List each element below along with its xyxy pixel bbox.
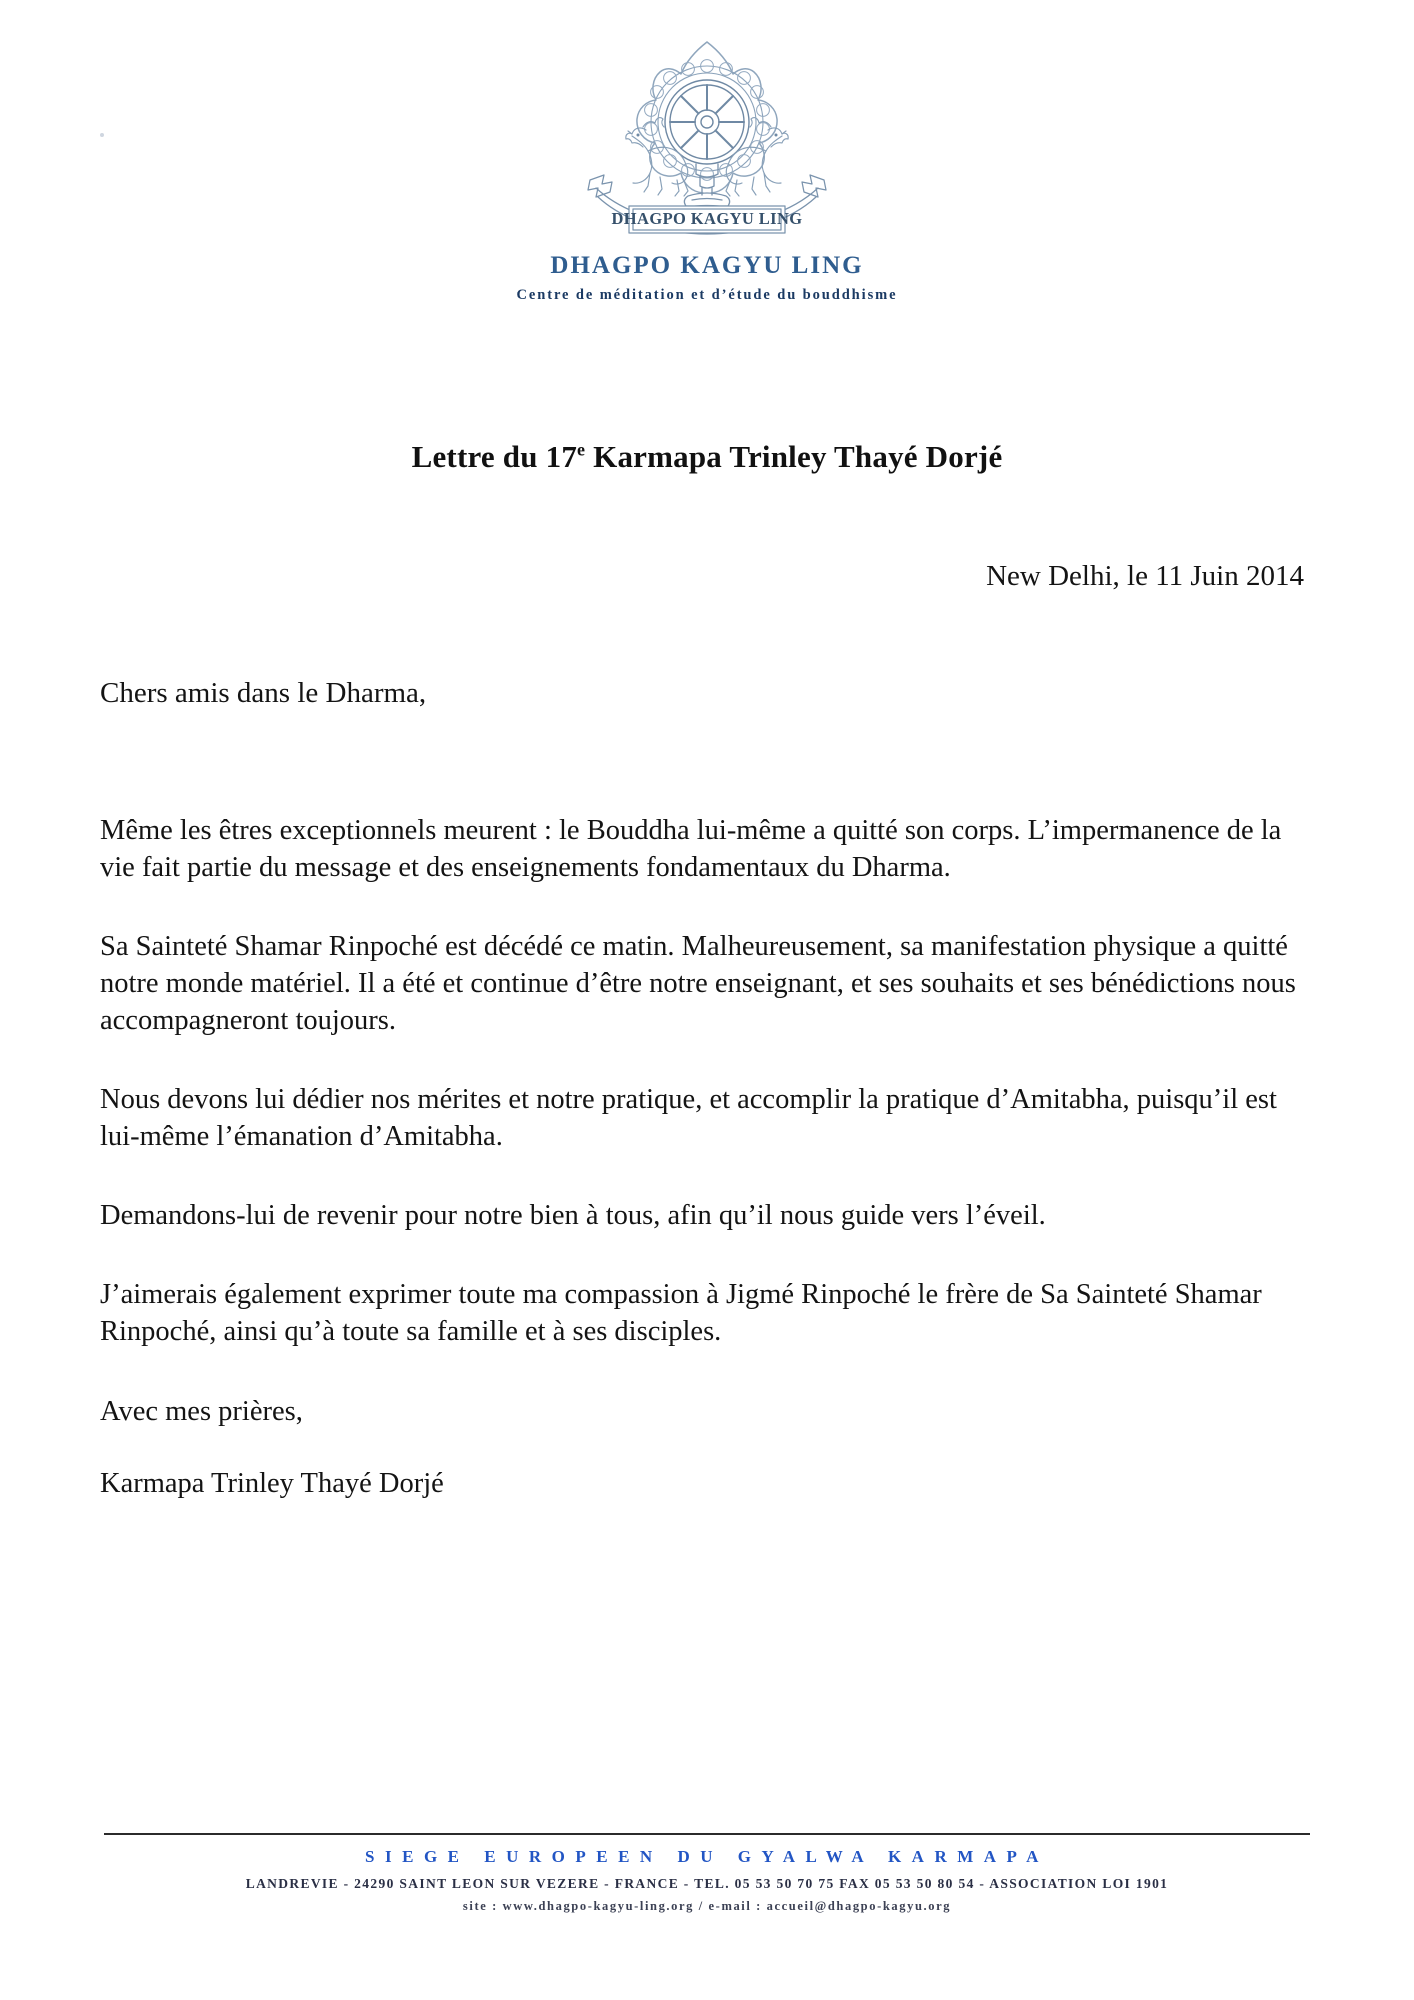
organization-name: DHAGPO KAGYU LING [550,252,864,279]
letter-paragraph: Sa Sainteté Shamar Rinpoché est décédé ce matin. Malheureusement, sa manifestation physique a quitté notre monde matériel. Il a été et continue d’être notre enseignant, et ses souhaits et ses bénédictions nous accompagneront toujours. [100,931,1296,1037]
letterhead [0,34,1414,304]
footer-divider [104,1833,1310,1835]
logo-banner-text: DHAGPO KAGYU LING [611,209,803,228]
page-title-suffix: Karmapa Trinley Thayé Dorjé [585,438,1003,474]
dharma-wheel-deer-emblem-icon [582,34,832,242]
organization-tagline: Centre de méditation et d’étude du bouddhisme [516,286,898,303]
letter-paragraph: Même les êtres exceptionnels meurent : le Bouddha lui-même a quitté son corps. L’impermanence de la vie fait partie du message et des enseignements fondamentaux du Dharma. [100,815,1282,884]
signature-name: Karmapa Trinley Thayé Dorjé [100,1468,444,1500]
page-title [0,439,1414,475]
closing-line: Avec mes prières, [100,1396,303,1428]
footer-headline: SIEGE EUROPEEN DU GYALWA KARMAPA [365,1847,1049,1866]
letter-paragraph: Nous devons lui dédier nos mérites et notre pratique, et accomplir la pratique d’Amitabha, puisqu’il est lui-même l’émanation d’Amitabha. [100,1084,1277,1153]
letter-paragraph: J’aimerais également exprimer toute ma compassion à Jigmé Rinpoché le frère de Sa Sainteté Shamar Rinpoché, ainsi qu’à toute sa famille et à ses disciples. [100,1279,1262,1348]
page-title-prefix: Lettre du 17 [411,438,578,474]
letter-body [100,560,1318,1500]
salutation: Chers amis dans le Dharma, [100,677,427,709]
page-title-ordinal: e [577,439,586,460]
footer-contact: site : www.dhagpo-kagyu-ling.org / e-mail : accueil@dhagpo-kagyu.org [462,1899,952,1913]
dateline: New Delhi, le 11 Juin 2014 [986,560,1304,592]
page-footer [104,1833,1310,1914]
letter-paragraph: Demandons-lui de revenir pour notre bien à tous, afin qu’il nous guide vers l’éveil. [100,1200,1046,1232]
footer-address: LANDREVIE - 24290 SAINT LEON SUR VEZERE - FRANCE - TEL. 05 53 50 70 75 FAX 05 53 50 80 54 - ASSOCIATION LOI 1901 [245,1876,1169,1891]
